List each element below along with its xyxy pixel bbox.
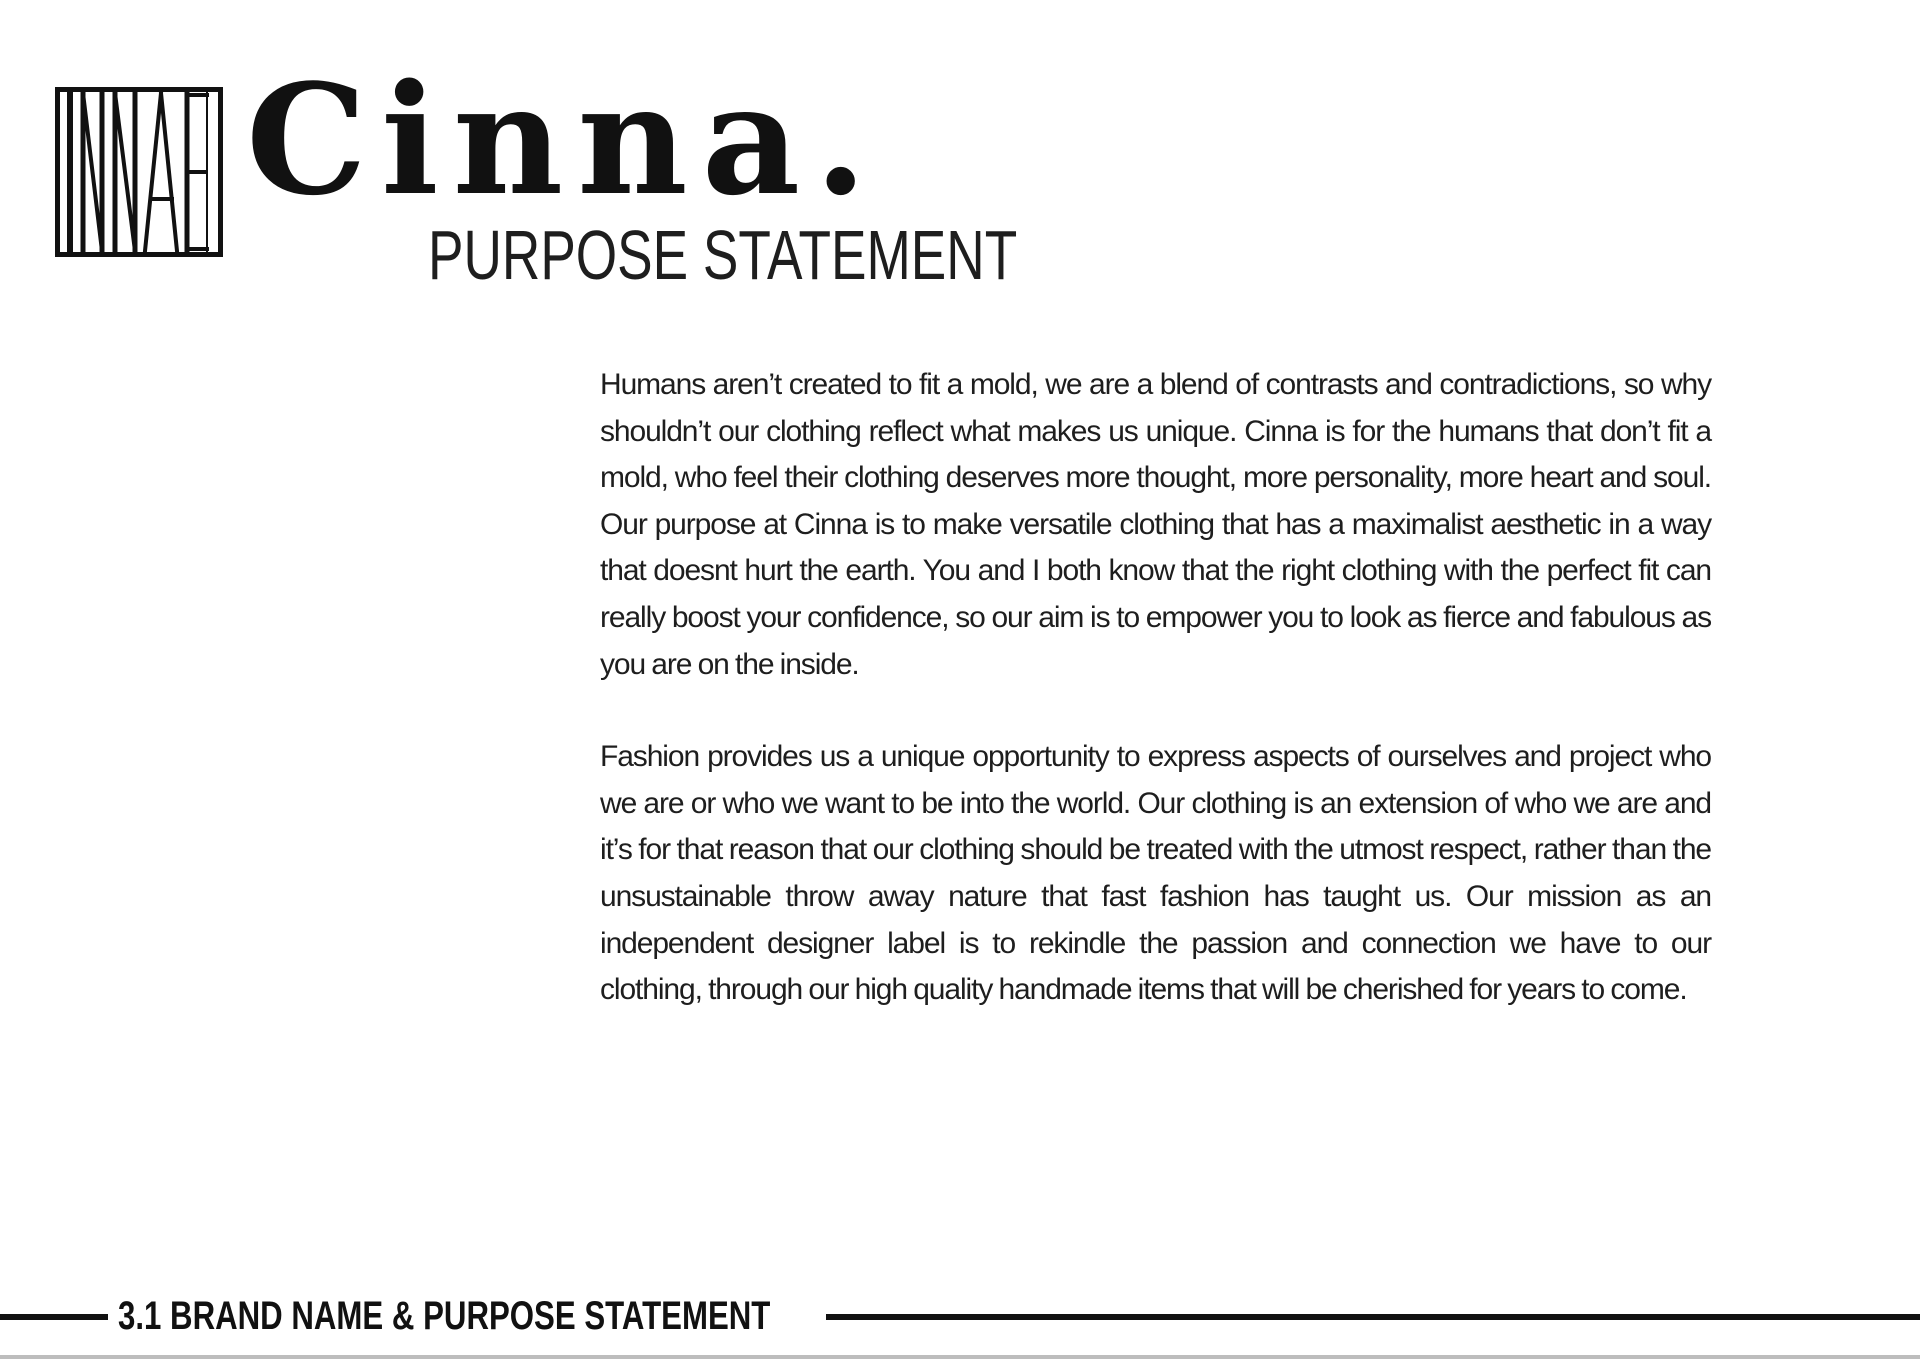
page-bottom-edge: [0, 1355, 1920, 1359]
purpose-paragraph-2: Fashion provides us a unique opportunity to express aspects of ourselves and project who we are or who we want to be into the world. Our clothing is an extension of who we are and it’s for that reason that our clothing should be treated with the utmost respect, rather than the unsustainable throw away nature that fast fashion has taught us. Our mission as an independent designer label is to rekindle the passion and connection we have to our clothing, through our high quality handmade items that will be cherished for years to come.: [600, 740, 1711, 1007]
footer-rule-left: [0, 1314, 108, 1320]
brand-name: Cinna.: [246, 50, 882, 229]
purpose-statement-body: [600, 362, 1711, 1014]
footer-rule-right: [826, 1314, 1920, 1320]
page-title: PURPOSE STATEMENT: [428, 216, 1018, 294]
section-footer-label: 3.1 BRAND NAME & PURPOSE STATEMENT: [118, 1294, 771, 1338]
inna-logo-icon: [55, 87, 223, 257]
purpose-paragraph-1: Humans aren’t created to fit a mold, we are a blend of contrasts and contradictions, so why shouldn’t our clothing reflect what makes us unique. Cinna is for the humans that don’t fit a mold, who feel their clothing deserves more thought, more personality, more heart and soul. Our purpose at Cinna is to make versatile clothing that has a maximalist aesthetic in a way that doesnt hurt the earth. You and I both know that the right clothing with the perfect fit can really boost your confidence, so our aim is to empower you to look as fierce and fabulous as you are on the inside.: [600, 368, 1711, 681]
